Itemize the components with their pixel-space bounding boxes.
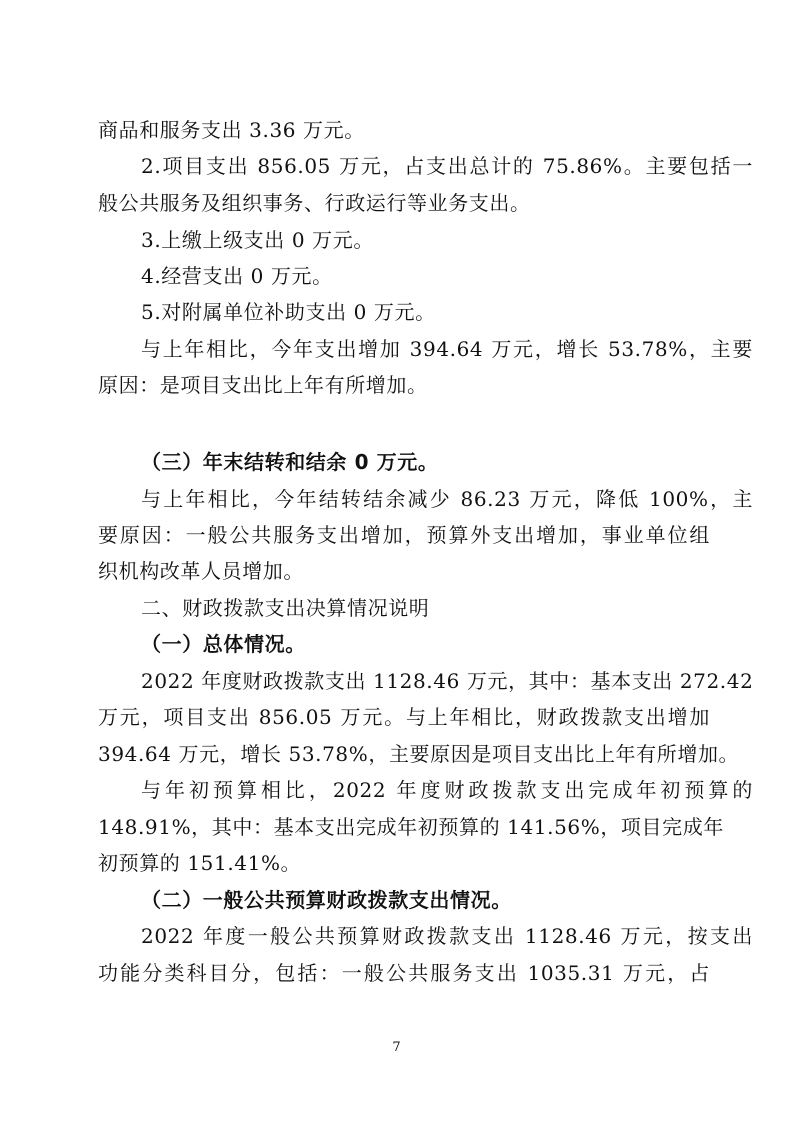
text-line: 要原因：一般公共服务支出增加，预算外支出增加，事业单位组: [98, 523, 710, 547]
text-line: 万元，项目支出 856.05 万元。与上年相比，财政拨款支出增加: [98, 705, 710, 729]
text-line: 3.上缴上级支出 0 万元。: [141, 228, 374, 252]
section-heading: （三）年末结转和结余 0 万元。: [141, 450, 439, 474]
text-line: 2022 年度一般公共预算财政拨款支出 1128.46 万元，按支出: [141, 924, 753, 948]
text-line: 148.91%，其中：基本支出完成年初预算的 141.56%，项目完成年: [98, 815, 724, 839]
text-line: 初预算的 151.41%。: [98, 851, 302, 875]
section-heading: （二）一般公共预算财政拨款支出情况。: [141, 888, 512, 912]
section-heading: 二、财政拨款支出决算情况说明: [141, 596, 430, 620]
text-line: 商品和服务支出 3.36 万元。: [98, 118, 365, 142]
page-number: 7: [392, 1040, 401, 1055]
text-line: 2.项目支出 856.05 万元，占支出总计的 75.86%。主要包括一: [141, 154, 753, 178]
text-line: 2022 年度财政拨款支出 1128.46 万元，其中：基本支出 272.42: [141, 669, 754, 693]
text-line: 4.经营支出 0 万元。: [141, 264, 333, 288]
text-line: 原因：是项目支出比上年有所增加。: [98, 373, 428, 397]
text-line: 与上年相比，今年支出增加 394.64 万元，增长 53.78%，主要: [141, 337, 753, 361]
text-line: 般公共服务及组织事务、行政运行等业务支出。: [98, 191, 531, 215]
text-line: 与上年相比，今年结转结余减少 86.23 万元，降低 100%，主: [141, 487, 753, 511]
text-line: 织机构改革人员增加。: [98, 559, 304, 583]
text-line: 与年初预算相比，2022 年度财政拨款支出完成年初预算的: [141, 778, 753, 802]
text-line: 394.64 万元，增长 53.78%，主要原因是项目支出比上年有所增加。: [98, 742, 740, 766]
text-line: 5.对附属单位补助支出 0 万元。: [141, 300, 436, 324]
text-line: 功能分类科目分，包括：一般公共服务支出 1035.31 万元，占: [98, 961, 710, 985]
section-heading: （一）总体情况。: [141, 632, 306, 656]
